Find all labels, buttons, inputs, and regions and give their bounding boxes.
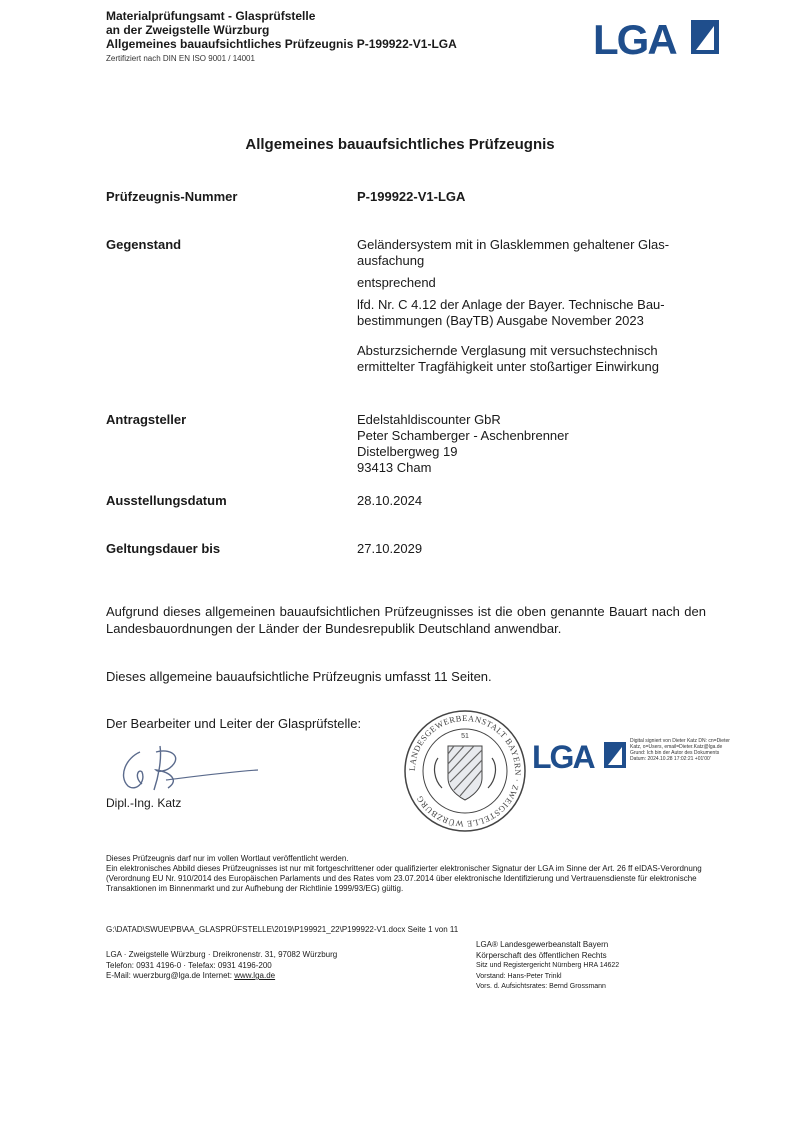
digital-signature-logo xyxy=(532,738,628,772)
document-title: Allgemeines bauaufsichtliches Prüfzeugnis xyxy=(245,136,555,153)
footer-email-web xyxy=(106,971,337,982)
handwritten-signature xyxy=(108,738,268,798)
header-branch: an der Zweigstelle Würzburg xyxy=(106,23,270,37)
subject-paragraph-1: Geländersystem mit in Glasklemmen gehaltener Glas-ausfachung xyxy=(357,237,670,268)
applicant-person: Peter Schamberger - Aschenbrenner xyxy=(357,428,569,443)
website-link[interactable]: www.lga.de xyxy=(234,971,276,980)
document-header xyxy=(106,9,457,65)
seal-number: 51 xyxy=(461,733,469,740)
file-path-and-page: G:\DATAD\SWUE\PB\AA_GLASPRÜFSTELLE\2019\P199921_22\P199922-V1.docx Seite 1 von 11 xyxy=(106,925,459,934)
footer-registry: Sitz und Registergericht Nürnberg HRA 14622 xyxy=(476,962,620,969)
footer-supervisory-board: Vors. d. Aufsichtsrates: Bernd Grossmann xyxy=(476,983,606,990)
header-certification: Zertifiziert nach DIN EN ISO 9001 / 14001 xyxy=(106,54,255,63)
signature-caption: Der Bearbeiter und Leiter der Glasprüfstelle: xyxy=(106,716,362,731)
number-label: Prüfzeugnis-Nummer xyxy=(106,189,238,204)
footer-organization xyxy=(476,940,619,993)
footer-address: LGA · Zweigstelle Würzburg · Dreikronenstr. 31, 97082 Würzburg xyxy=(106,950,338,959)
footer-phone: Telefon: 0931 4196-0 · Telefax: 0931 4196-200 xyxy=(106,960,272,970)
legal-notes xyxy=(106,854,706,894)
footer-org-type: Körperschaft des öffentlichen Rechts xyxy=(476,950,607,960)
subject-value xyxy=(357,237,697,375)
legal-note-electronic: Ein elektronisches Abbild dieses Prüfzeugnisses ist nur mit fortgeschrittener oder qualifizierter elektronischer Signatur der LGA im Sinne der Art. 26 ff eIDAS-Verordnung (Verordnung EU Nr. 910/2014 des Europäischen Parlaments und des Rates vom 23.07.2014 über elektronische Identifizierung und Vertrauensdienste für elektronische Transaktionen im Binnenmarkt und zur Aufhebung der Richtlinie 1999/93/EG) gültig. xyxy=(106,864,702,893)
digital-signature-details: Digital signiert von Dieter Katz DN: cn=Dieter Katz, o=Users, email=Dieter.Katz@lga.de Grund: Ich bin der Autor des Dokuments Datum: 2024.10.28 17:02:21 +01'00' xyxy=(630,738,730,762)
footer-email: E-Mail: wuerzburg@lga.de Internet: xyxy=(106,971,235,980)
applicant-label: Antragsteller xyxy=(106,412,187,427)
subject-label: Gegenstand xyxy=(106,237,182,252)
signer-name: Dipl.-Ing. Katz xyxy=(106,796,182,810)
issue-date-value: 28.10.2024 xyxy=(357,493,423,508)
validity-label: Geltungsdauer bis xyxy=(106,541,221,556)
issue-date-label: Ausstellungsdatum xyxy=(106,493,227,508)
number-value: P-199922-V1-LGA xyxy=(357,189,466,204)
applicant-city: 93413 Cham xyxy=(357,460,432,475)
header-reference: Allgemeines bauaufsichtliches Prüfzeugnis P-199922-V1-LGA xyxy=(106,37,457,51)
validity-value: 27.10.2029 xyxy=(357,541,423,556)
applicability-paragraph: Aufgrund dieses allgemeinen bauaufsichtlichen Prüfzeugnisses ist die oben genannte Bauart nach den Landesbauordnungen der Länder der Bundesrepublik Deutschland anwendbar. xyxy=(106,604,706,636)
applicant-value xyxy=(357,412,569,476)
seal-shield xyxy=(448,746,482,800)
applicant-company: Edelstahldiscounter GbR xyxy=(357,412,501,427)
subject-paragraph-4: Absturzsichernde Verglasung mit versuchstechnisch ermittelter Tragfähigkeit unter stoßartiger Einwirkung xyxy=(357,343,660,374)
lga-logo-text: LGA xyxy=(593,16,676,60)
seal-ring-text: LANDESGEWERBEANSTALT BAYERN · ZWEIGSTELLE WÜRZBURG xyxy=(406,712,524,830)
footer-org-name: LGA® Landesgewerbeanstalt Bayern xyxy=(476,940,609,949)
official-seal xyxy=(402,708,528,834)
subject-paragraph-2: entsprechend xyxy=(357,275,436,290)
legal-note-publication: Dieses Prüfzeugnis darf nur im vollen Wortlaut veröffentlicht werden. xyxy=(106,854,349,863)
footer-contact xyxy=(106,950,337,982)
digital-logo-text: LGA xyxy=(532,739,594,772)
applicant-street: Distelbergweg 19 xyxy=(357,444,458,459)
page-count-paragraph: Dieses allgemeine bauaufsichtliche Prüfzeugnis umfasst 11 Seiten. xyxy=(106,669,492,684)
lga-logo xyxy=(593,14,721,60)
footer-board: Vorstand: Hans-Peter Trinkl xyxy=(476,972,562,980)
subject-paragraph-3: lfd. Nr. C 4.12 der Anlage der Bayer. Technische Bau-bestimmungen (BayTB) Ausgabe November 2023 xyxy=(357,297,665,328)
header-institution: Materialprüfungsamt - Glasprüfstelle xyxy=(106,9,316,23)
